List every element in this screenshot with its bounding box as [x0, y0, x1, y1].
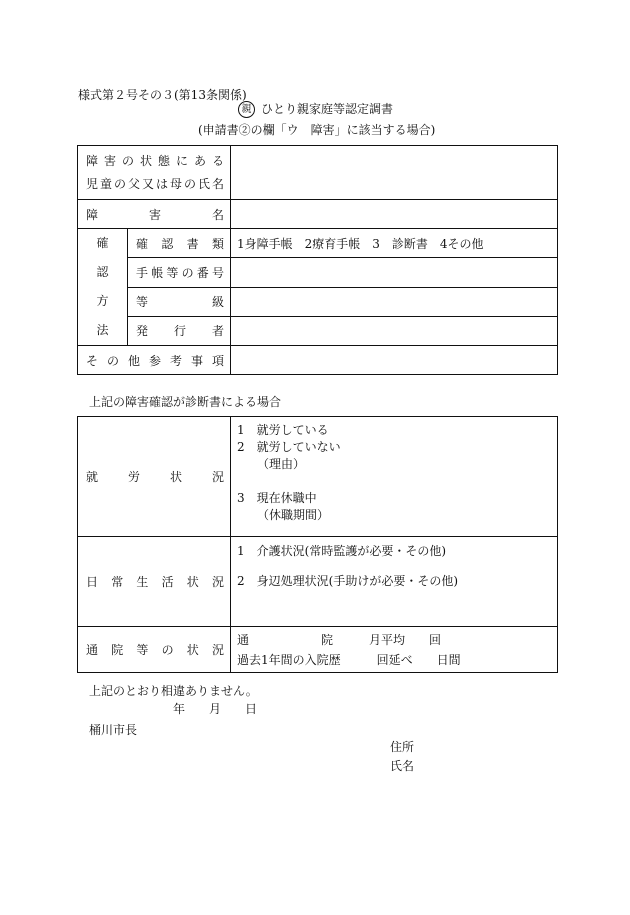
grade-label: 等級 [128, 287, 231, 316]
disability-name-label: 障害名 [78, 200, 231, 229]
table-row [78, 316, 558, 345]
table-row [78, 417, 558, 537]
address-label: 住所 [390, 740, 415, 754]
date-line: 年 月 日 [173, 702, 258, 716]
diagnosis-table [77, 416, 558, 673]
disability-name-field[interactable] [231, 200, 558, 229]
daily-life-status-options: 1 介護状況(常時監護が必要・その他) 2 身辺処理状況(手助けが必要・その他) [231, 537, 558, 627]
form-title: ひとり親家庭等認定調書 [261, 102, 394, 116]
hospital-status-label: 通院等の状況 [78, 627, 231, 673]
table-row [78, 146, 558, 200]
form-title-row [238, 100, 393, 118]
table-row [78, 537, 558, 627]
other-notes-label: その他参考事項 [78, 346, 231, 375]
confirmation-statement: 上記のとおり相違ありません。 [89, 684, 258, 698]
addressee: 桶川市長 [89, 723, 138, 737]
circled-character-icon: 親 [238, 101, 255, 118]
confirmation-method-label: 確 認 方 法 [78, 229, 128, 346]
parent-name-field[interactable] [231, 146, 558, 200]
table-row [78, 287, 558, 316]
certificate-number-field[interactable] [231, 258, 558, 287]
grade-field[interactable] [231, 287, 558, 316]
table-row [78, 627, 558, 673]
table-row [78, 346, 558, 375]
section-heading: 上記の障害確認が診断書による場合 [89, 395, 282, 409]
document-type-field[interactable]: 1身障手帳 2療育手帳 3 診断書 4その他 [231, 229, 558, 258]
daily-life-status-label: 日常生活状況 [78, 537, 231, 627]
issuer-label: 発行者 [128, 316, 231, 345]
table-row [78, 258, 558, 287]
hospital-status-values: 通 院 月平均 回 過去1年間の入院歴 回延べ 日間 [231, 627, 558, 673]
other-notes-field[interactable] [231, 346, 558, 375]
parent-name-label: 障害の状態にある 児童の父又は母の氏名 [78, 146, 231, 200]
document-type-label: 確認書類 [128, 229, 231, 258]
employment-status-options: 1 就労している 2 就労していない （理由） 3 現在休職中 （休職期間） [231, 417, 558, 537]
form-subtitle: (申請書②の欄「ウ 障害」に該当する場合) [198, 123, 436, 137]
confirmation-table [77, 145, 558, 375]
form-number: 様式第２号その３(第13条関係) [78, 88, 247, 102]
employment-status-label: 就労状況 [78, 417, 231, 537]
certificate-number-label: 手帳等の番号 [128, 258, 231, 287]
issuer-field[interactable] [231, 316, 558, 345]
name-label: 氏名 [390, 759, 415, 773]
table-row [78, 229, 558, 258]
table-row [78, 200, 558, 229]
